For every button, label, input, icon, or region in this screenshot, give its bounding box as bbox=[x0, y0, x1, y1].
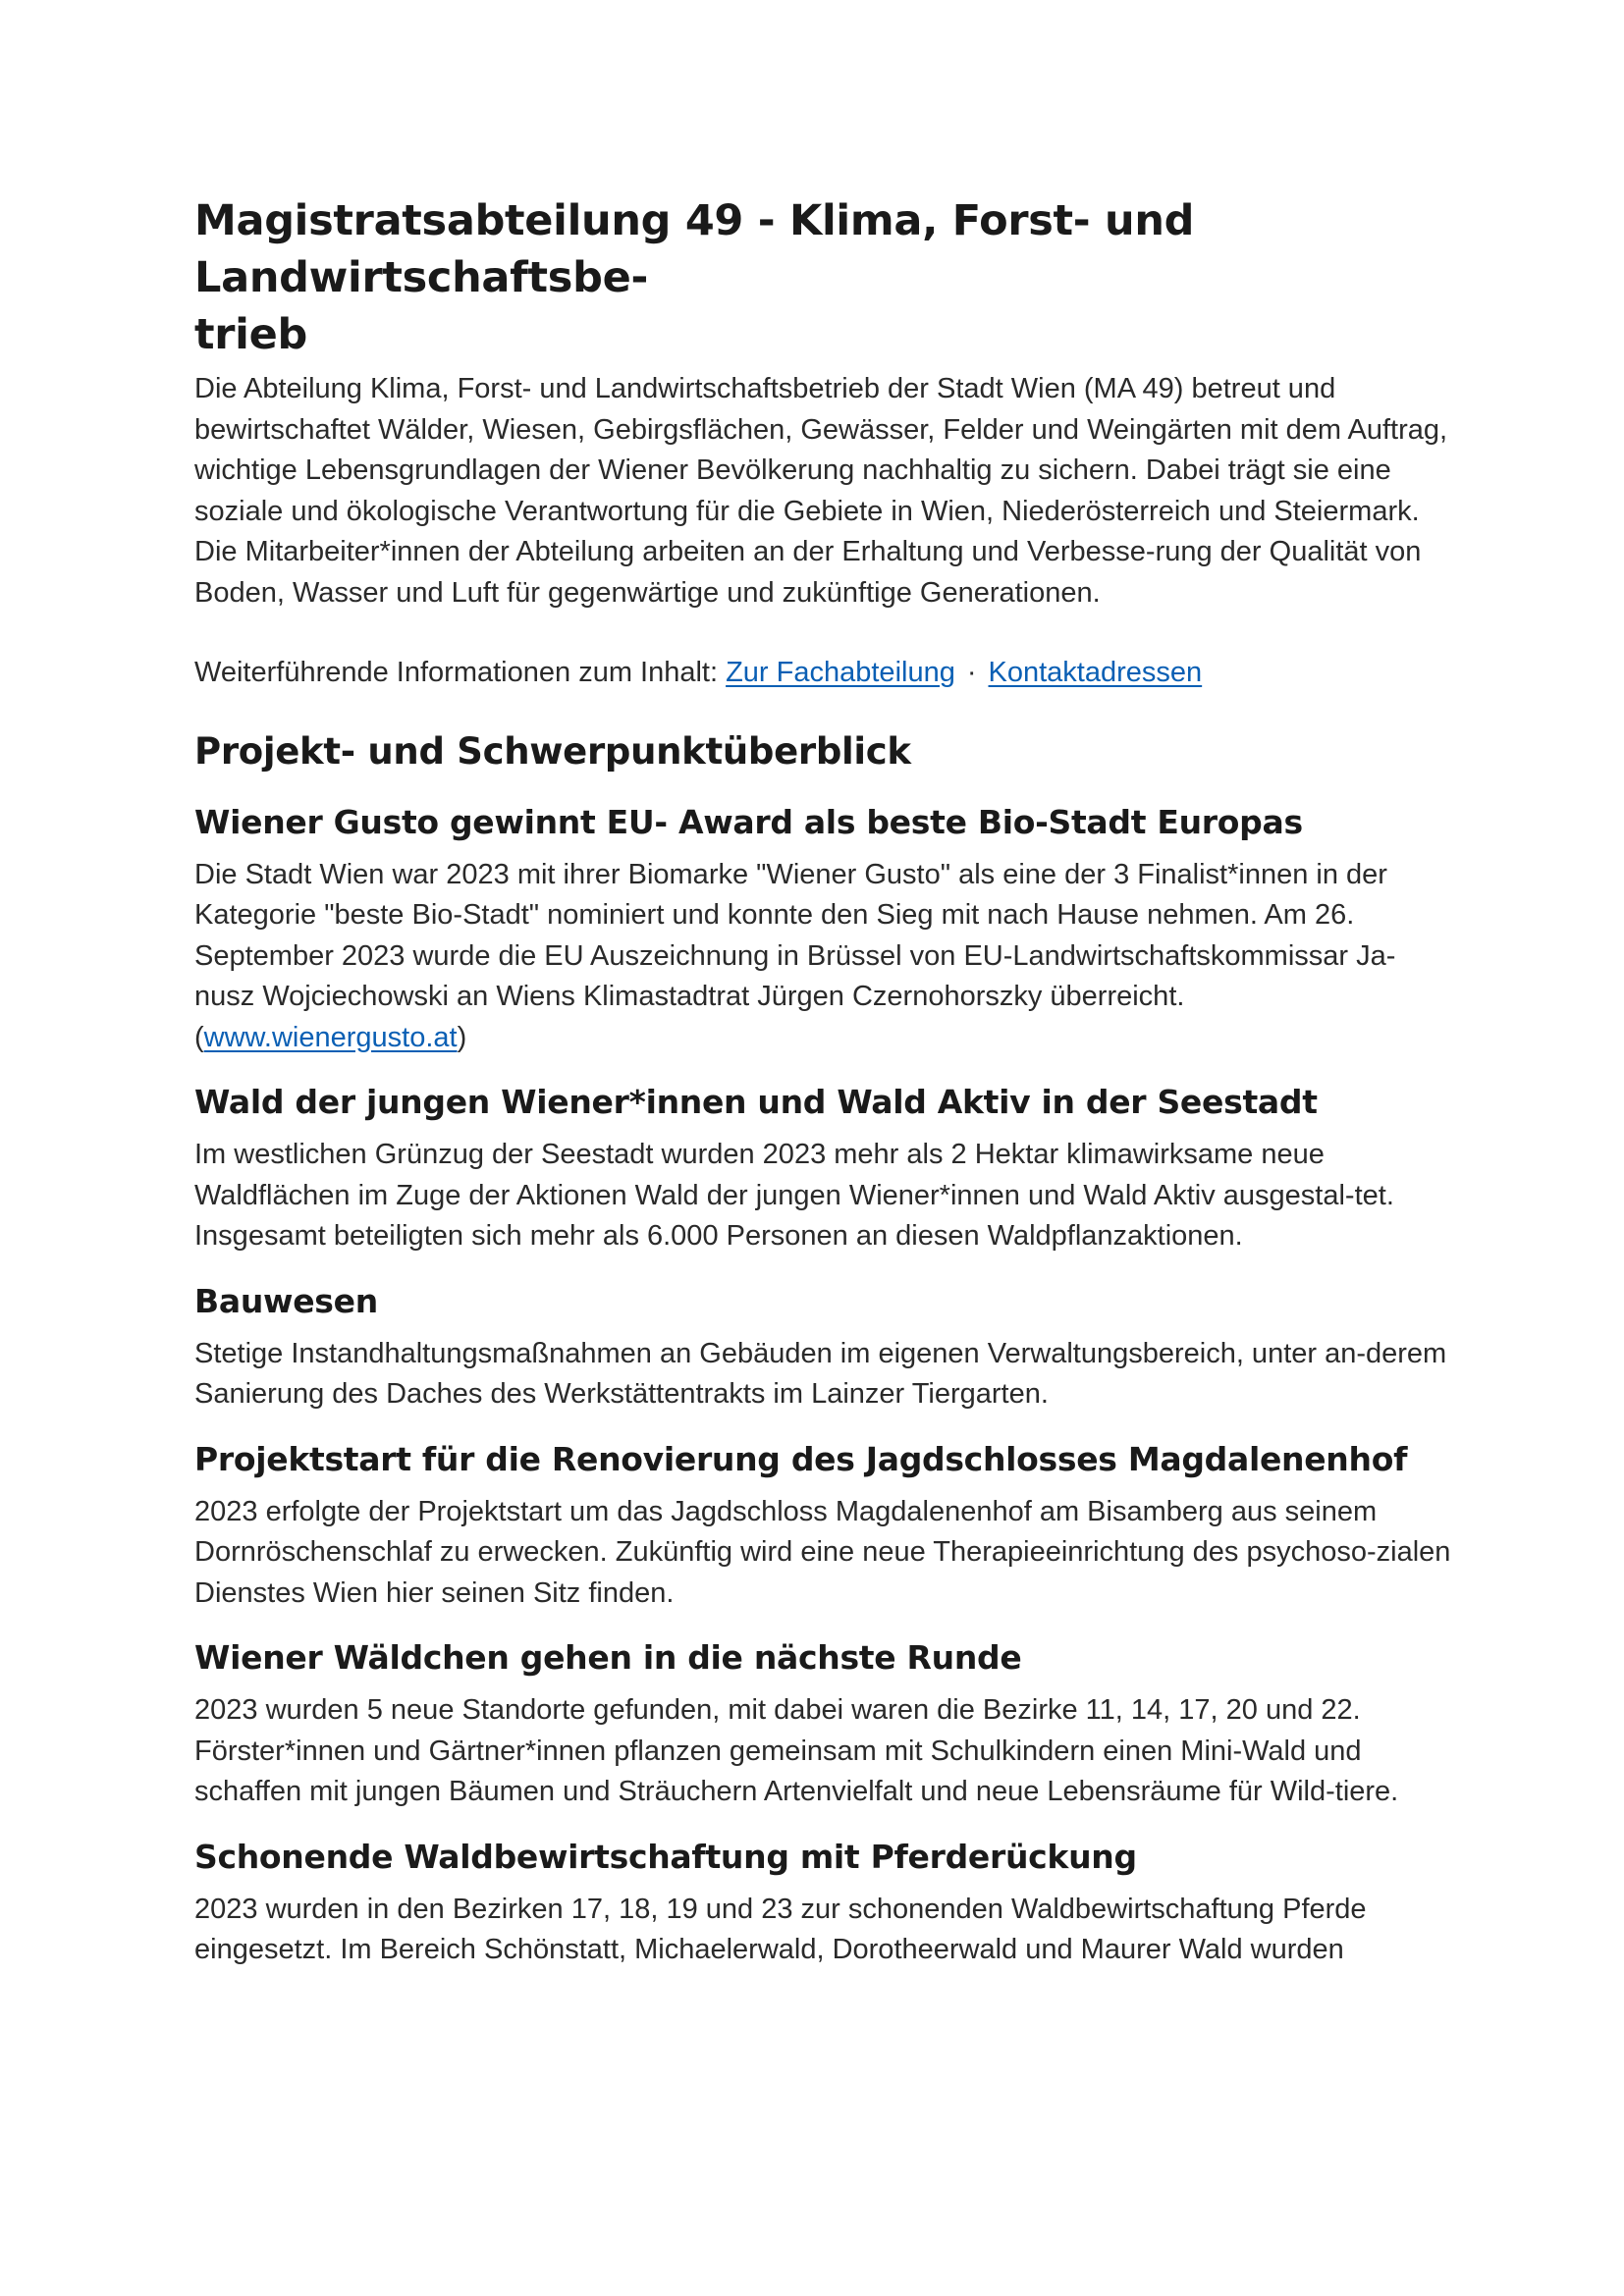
section-heading: Wald der jungen Wiener*innen und Wald Aktiv in der Seestadt bbox=[194, 1083, 1318, 1121]
section-text: 2023 erfolgte der Projektstart um das Jagdschloss Magdalenenhof am Bisamberg aus seinem Dornröschenschlaf zu erwecken. Zukünftig wird eine neue Therapieeinrichtung des psychoso-zialen Dienstes Wien hier seinen Sitz finden. bbox=[194, 1495, 1451, 1609]
section-body: Die Stadt Wien war 2023 mit ihrer Biomarke "Wiener Gusto" als eine der 3 Finalist*innen in der Kategorie "beste Bio-Stadt" nominiert und konnte den Sieg mit nach Hause nehmen. Am 26. September 2023 wurde die EU Auszeichnung in Brüssel von EU-Landwirtschaftskommissar Ja-nusz Wojciechowski an Wiens Klimastadtrat Jürgen Czernohorszky überreicht. bbox=[194, 858, 1396, 1012]
page-title-line-2: trieb bbox=[194, 310, 307, 359]
further-info-line bbox=[194, 653, 1453, 694]
page-title bbox=[194, 192, 1453, 363]
section-wald-seestadt bbox=[194, 1080, 1453, 1257]
intro-paragraph: Die Abteilung Klima, Forst- und Landwirtschaftsbetrieb der Stadt Wien (MA 49) betreut und bewirtschaftet Wälder, Wiesen, Gebirgsflächen, Gewässer, Felder und Weingärten mit dem Auftrag, wichtige Lebensgrundlagen der Wiener Bevölkerung nachhaltig zu sichern. Dabei trägt sie eine soziale und ökologische Verantwortung für die Gebiete in Wien, Niederösterreich und Steiermark. Die Mitarbeiter*innen der Abteilung arbeiten an der Erhaltung und Verbesse-rung der Qualität von Boden, Wasser und Luft für gegenwärtige und zukünftige Generationen. bbox=[194, 373, 1448, 609]
document-page bbox=[194, 192, 1453, 1993]
section-pferderueckung bbox=[194, 1835, 1453, 1971]
contact-addresses-link[interactable]: Kontaktadressen bbox=[988, 657, 1203, 688]
section-heading: Projektstart für die Renovierung des Jagdschlosses Magdalenenhof bbox=[194, 1439, 1408, 1478]
section-bauwesen bbox=[194, 1279, 1453, 1415]
section-heading: Wiener Gusto gewinnt EU- Award als beste Bio-Stadt Europas bbox=[194, 802, 1303, 841]
further-info-label: Weiterführende Informationen zum Inhalt: bbox=[194, 657, 719, 688]
section-heading: Bauwesen bbox=[194, 1281, 378, 1320]
department-link[interactable]: Zur Fachabteilung bbox=[726, 657, 955, 688]
section-text: 2023 wurden in den Bezirken 17, 18, 19 und 23 zur schonenden Waldbewirtschaftung Pferde eingesetzt. Im Bereich Schönstatt, Michaelerwald, Dorotheerwald und Maurer Wald wurden bbox=[194, 1893, 1367, 1965]
section-text bbox=[194, 855, 1453, 1059]
overview-heading: Projekt- und Schwerpunktüberblick bbox=[194, 729, 911, 773]
section-wiener-waeldchen bbox=[194, 1635, 1453, 1813]
link-separator: · bbox=[966, 657, 977, 688]
section-heading: Schonende Waldbewirtschaftung mit Pferderückung bbox=[194, 1837, 1137, 1876]
page-title-line-1: Magistratsabteilung 49 - Klima, Forst- und Landwirtschaftsbe- bbox=[194, 196, 1195, 302]
section-text: Stetige Instandhaltungsmaßnahmen an Gebäuden im eigenen Verwaltungsbereich, unter an-derem Sanierung des Daches des Werkstättentrakts im Lainzer Tiergarten. bbox=[194, 1337, 1447, 1410]
link-paren-close: ) bbox=[457, 1021, 467, 1053]
section-magdalenenhof bbox=[194, 1437, 1453, 1615]
wienergusto-link[interactable]: www.wienergusto.at bbox=[203, 1021, 458, 1053]
section-text: 2023 wurden 5 neue Standorte gefunden, mit dabei waren die Bezirke 11, 14, 17, 20 und 22. Förster*innen und Gärtner*innen pflanzen gemeinsam mit Schulkindern einen Mini-Wald und schaffen mit jungen Bäumen und Sträuchern Artenvielfalt und neue Lebensräume für Wild-tiere. bbox=[194, 1694, 1399, 1807]
link-paren-open: ( bbox=[194, 1021, 204, 1053]
section-wiener-gusto bbox=[194, 800, 1453, 1059]
section-heading: Wiener Wäldchen gehen in die nächste Runde bbox=[194, 1638, 1022, 1677]
section-text: Im westlichen Grünzug der Seestadt wurden 2023 mehr als 2 Hektar klimawirksame neue Waldflächen im Zuge der Aktionen Wald der jungen Wiener*innen und Wald Aktiv ausgestal-tet. Insgesamt beteiligten sich mehr als 6.000 Personen an diesen Waldpflanzaktionen. bbox=[194, 1139, 1394, 1252]
